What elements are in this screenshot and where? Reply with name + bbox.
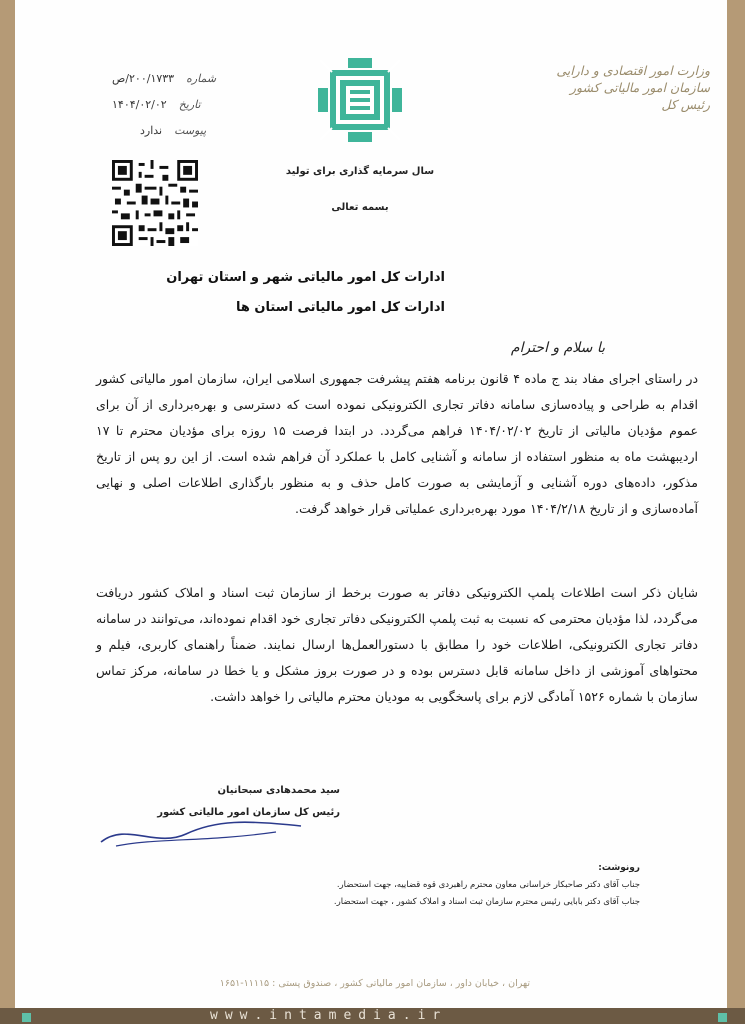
body-paragraph: در راستای اجرای مفاد بند ج ماده ۴ قانون برنامه هفتم پیشرفت جمهوری اسلامی ایران، سازمان امور مالیاتی کشور اقدام به طراحی و پیاده‌سازی سامانه دفاتر تجاری الکترونیکی نموده است که دسترسی و بهره‌برداری از آن برای عموم مؤدیان مالیاتی از تاریخ ۱۴۰۴/۰۲/۰۲ فراهم می‌گردد. در ابتدا فرصت ۱۵ روزه برای مؤدیان محترم تا ۱۷ اردیبهشت ماه به منظور استفاده از سامانه و آشنایی کامل با عملکرد آن فراهم شده است. از این رو پس از تاریخ مذکور، داده‌های دوره آشنایی و آزمایشی به صورت کامل حذف و به منظور بارگذاری اطلاعات اصلی و نهایی آماده‌سازی و از تاریخ ۱۴۰۴/۲/۱۸ مورد بهره‌برداری عملیاتی قرار خواهد گرفت.: [96, 371, 699, 516]
letter-number: [112, 72, 216, 85]
copies-block: [320, 860, 640, 911]
footer-url: www.intamedia.ir: [210, 1008, 448, 1023]
letter-date: [112, 98, 201, 111]
footer-bar: [0, 1008, 745, 1024]
attachment-value: ندارد: [140, 124, 163, 137]
organization-logo-icon: [318, 58, 402, 142]
footer-square-icon: [718, 1013, 727, 1022]
ministry-header: [520, 62, 710, 113]
footer-square-icon: [22, 1013, 31, 1022]
attachment-label: پیوست: [174, 124, 207, 137]
date-label: تاریخ: [178, 98, 201, 111]
recipients: [25, 263, 445, 323]
recipient-line: ادارات کل امور مالیاتی شهر و استان تهران: [166, 270, 445, 285]
letter-attachment: [140, 124, 206, 137]
ministry-line: سازمان امور مالیاتی کشور: [570, 80, 710, 95]
recipient-line: ادارات کل امور مالیاتی استان ها: [236, 300, 445, 315]
copy-line: جناب آقای دکتر بابایی رئیس محترم سازمان ثبت اسناد و املاک کشور ، جهت استحضار.: [333, 897, 640, 907]
date-value: ۱۴۰۴/۰۲/۰۲: [112, 98, 167, 111]
qr-code-icon: [112, 160, 198, 246]
number-value: ۲۰۰/۱۷۳۳/ص: [112, 72, 175, 85]
year-slogan: سال سرمایه گذاری برای تولید: [285, 166, 435, 177]
signer-name: سید محمدهادی سبحانیان: [217, 785, 340, 796]
number-label: شماره: [186, 72, 217, 85]
handwritten-signature: [96, 812, 306, 852]
ministry-line: وزارت امور اقتصادی و دارایی: [556, 63, 710, 78]
copies-title: رونوشت:: [598, 863, 640, 873]
footer-address: تهران ، خیابان داور ، سازمان امور مالیاتی کشور ، صندوق پستی : ۱۱۱۱۵-۱۶۵۱: [219, 978, 530, 989]
body-paragraph: شایان ذکر است اطلاعات پلمپ الکترونیکی دفاتر به صورت برخط از سازمان ثبت اسناد و املاک کشور دریافت می‌گردد، لذا مؤدیان محترمی که نسبت به ثبت پلمپ الکترونیکی دفاتر تجاری خود اقدام نموده‌اند، می‌توانند در سامانه دفاتر تجاری الکترونیکی، اطلاعات خود را مطابق با دستورالعمل‌ها ارسال نمایند. ضمناً راهنمای کاربری، فیلم و محتواهای آموزشی از داخل سامانه قابل دسترس بوده و در صورت بروز مشکل و یا خطا در سامانه، مرکز تماس سازمان با شماره ۱۵۲۶ آمادگی لازم برای پاسخگویی به مودیان محترم مالیاتی را خواهد داشت.: [96, 585, 698, 704]
ministry-line: رئیس کل: [661, 97, 710, 112]
signer-title: رئیس کل سازمان امور مالیاتی کشور: [157, 807, 340, 818]
copy-line: جناب آقای دکتر صاحبکار خراسانی معاون محترم راهبردی قوه قضاییه، جهت استحضار.: [336, 880, 640, 890]
bismillah: بسمه تعالی: [331, 202, 389, 213]
greeting: با سلام و احترام: [510, 340, 605, 356]
